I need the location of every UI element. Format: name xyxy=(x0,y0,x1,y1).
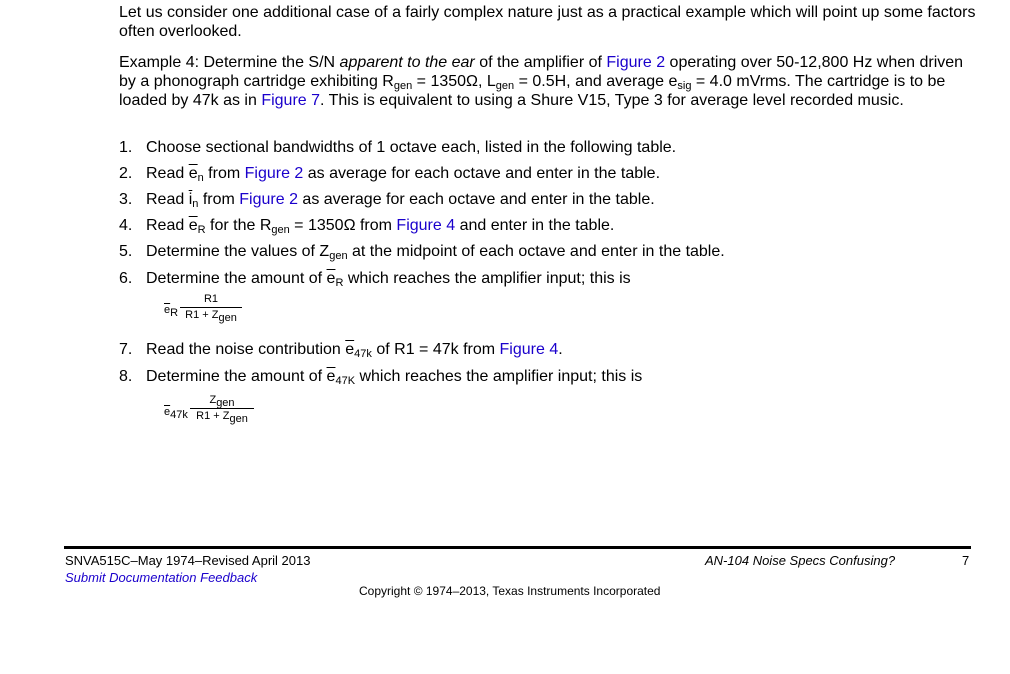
denominator-text: R1 + Z xyxy=(196,410,230,422)
subscript: R xyxy=(335,277,344,289)
page-number: 7 xyxy=(962,553,970,568)
step-text: Determine the amount of xyxy=(146,368,327,385)
step-text: which reaches the amplifier input; this is xyxy=(343,270,631,287)
step-5 xyxy=(119,242,725,261)
numerator-text: Z xyxy=(209,394,217,406)
step-number: 6. xyxy=(119,270,133,287)
step-1 xyxy=(119,138,676,157)
subscript: gen xyxy=(229,413,248,425)
symbol: $\overline{e}$ xyxy=(345,341,355,358)
fraction-bar xyxy=(180,307,242,308)
step-text: Choose sectional bandwidths of 1 octave each, listed in the following table. xyxy=(146,139,677,156)
example-paragraph xyxy=(119,53,979,110)
step-text: for the R xyxy=(205,217,272,234)
step-number: 4. xyxy=(119,217,133,234)
example-text: operating over 50-12,800 Hz when driven by a phonograph cartridge exhibiting R xyxy=(119,54,964,90)
formula-1 xyxy=(164,293,254,329)
formula-symbol xyxy=(164,304,179,319)
step-text: which reaches the amplifier input; this is xyxy=(355,368,643,385)
fraction-numerator xyxy=(190,394,254,409)
subscript: gen xyxy=(329,250,348,262)
figure-4-link[interactable]: Figure 4 xyxy=(396,217,456,234)
symbol: $\overline{i}$ xyxy=(188,191,193,208)
figure-2-link[interactable]: Figure 2 xyxy=(239,191,298,208)
step-text: as average for each octave and enter in the table. xyxy=(303,165,661,182)
formula-fraction xyxy=(180,293,242,324)
subscript: 47k xyxy=(354,348,372,360)
document-id: SNVA515C–May 1974–Revised April 2013 xyxy=(65,553,311,568)
footer-rule xyxy=(64,546,971,549)
step-2 xyxy=(119,164,660,183)
step-3 xyxy=(119,190,655,209)
subscript: R xyxy=(197,224,206,236)
step-number: 5. xyxy=(119,243,133,260)
step-number: 8. xyxy=(119,368,133,385)
example-text: = 0.5H, and average e xyxy=(514,73,678,90)
subscript: gen xyxy=(218,312,237,324)
subscript: gen xyxy=(393,80,413,92)
step-text: and enter in the table. xyxy=(455,217,615,234)
step-text: Read xyxy=(146,165,189,182)
step-text: as average for each octave and enter in the table. xyxy=(297,191,655,208)
subscript: 47K xyxy=(335,375,356,387)
example-emphasis: apparent to the ear xyxy=(339,54,475,71)
fraction-denominator xyxy=(190,410,254,425)
step-8 xyxy=(119,367,642,386)
figure-4-link[interactable]: Figure 4 xyxy=(499,341,559,358)
symbol: $\overline{e}$ xyxy=(164,304,171,316)
symbol: $\overline{e}$ xyxy=(188,217,198,234)
example-text: Example 4: Determine the S/N xyxy=(119,54,340,71)
step-6 xyxy=(119,269,631,288)
formula-2 xyxy=(164,394,264,434)
subscript: sig xyxy=(677,80,692,92)
example-text: = 4.0 mVrms. The cartridge is to be loaded by 47k as in xyxy=(119,73,946,109)
step-text: Read xyxy=(146,191,189,208)
subscript: 47k xyxy=(170,409,188,421)
step-text: Read the noise contribution xyxy=(146,341,346,358)
subscript: n xyxy=(197,172,204,184)
denominator-text: R1 + Z xyxy=(185,309,219,321)
symbol: $\overline{e}$ xyxy=(326,368,336,385)
copyright: Copyright © 1974–2013, Texas Instruments Incorporated xyxy=(359,584,661,598)
subscript: gen xyxy=(216,397,235,409)
step-number: 7. xyxy=(119,341,133,358)
figure-2-link[interactable]: Figure 2 xyxy=(606,54,666,71)
subscript: gen xyxy=(495,80,515,92)
symbol: $\overline{e}$ xyxy=(326,270,336,287)
example-text: = 1350Ω, L xyxy=(412,73,496,90)
step-text: = 1350Ω from xyxy=(289,217,397,234)
step-text: of R1 = 47k from xyxy=(371,341,500,358)
subscript: R xyxy=(170,307,179,319)
document-title: AN-104 Noise Specs Confusing? xyxy=(705,553,896,568)
symbol: $\overline{e}$ xyxy=(164,406,171,418)
step-text: . xyxy=(558,341,563,358)
intro-paragraph: Let us consider one additional case of a fairly complex nature just as a practical example which will point up some factors often overlooked. xyxy=(119,4,976,40)
step-text: from xyxy=(198,191,240,208)
fraction-numerator: R1 xyxy=(203,293,219,305)
symbol: $\overline{e}$ xyxy=(188,165,198,182)
subscript: n xyxy=(192,198,199,210)
formula-fraction xyxy=(190,394,254,425)
figure-2-link[interactable]: Figure 2 xyxy=(244,165,304,182)
step-text: at the midpoint of each octave and enter in the table. xyxy=(347,243,725,260)
step-text: Determine the values of Z xyxy=(146,243,330,260)
step-number: 3. xyxy=(119,191,133,208)
step-number: 1. xyxy=(119,139,133,156)
formula-symbol xyxy=(164,406,188,421)
step-text: from xyxy=(203,165,245,182)
step-text: Determine the amount of xyxy=(146,270,327,287)
figure-7-link[interactable]: Figure 7 xyxy=(261,92,321,109)
example-text: . This is equivalent to using a Shure V15, Type 3 for average level recorded music. xyxy=(320,92,904,109)
step-4 xyxy=(119,216,614,235)
fraction-denominator xyxy=(180,309,242,324)
step-text: Read xyxy=(146,217,189,234)
step-7 xyxy=(119,340,563,359)
step-number: 2. xyxy=(119,165,133,182)
feedback-link[interactable]: Submit Documentation Feedback xyxy=(65,570,258,585)
subscript: gen xyxy=(271,224,290,236)
example-text: of the amplifier of xyxy=(474,54,607,71)
